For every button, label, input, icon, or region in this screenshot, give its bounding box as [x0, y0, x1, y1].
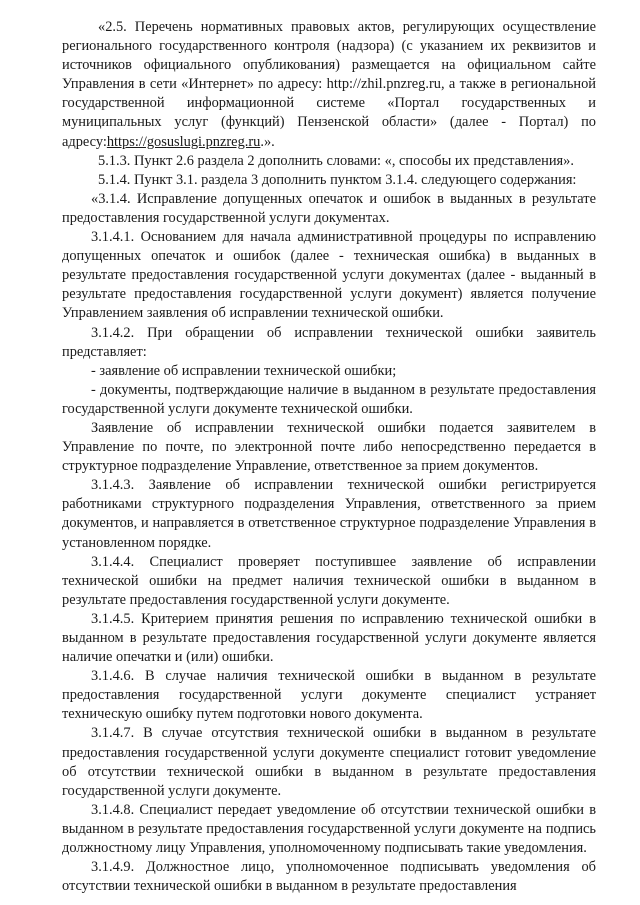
portal-link[interactable]: https://gosuslugi.pnzreg.ru [106, 133, 261, 150]
paragraph-application-submission: Заявление об исправлении технической ошибки подается заявителем в Управление по почте, по электронной почте либо непосредственно передается в структурное подразделение Управление, ответственное за прием документов. [62, 419, 596, 475]
paragraph-3-1-4-5: 3.1.4.5. Критерием принятия решения по исправлению технической ошибки в выданном в результате предоставления государственной услуги документе является наличие опечатки и (или) ошибки. [62, 610, 596, 666]
paragraph-3-1-4: «3.1.4. Исправление допущенных опечаток и ошибок в выданных в результате предоставления государственной услуги документах. [62, 190, 596, 226]
list-item-application: - заявление об исправлении технической ошибки; [91, 362, 397, 379]
list-item-documents: - документы, подтверждающие наличие в выданном в результате предоставления государственной услуги документе технической ошибки. [62, 381, 596, 417]
paragraph-tail: .». [260, 133, 275, 150]
paragraph-3-1-4-8: 3.1.4.8. Специалист передает уведомление об отсутствии технической ошибки в выданном в результате предоставления государственной услуги документе на подпись должностному лицу Управления, уполномоченному подписывать такие уведомления. [62, 801, 596, 857]
paragraph-3-1-4-1: 3.1.4.1. Основанием для начала административной процедуры по исправлению допущенных опечаток и ошибок (далее - техническая ошибка) в выданных в результате предоставления государственной услуги документах (далее - выданный в результате предоставления государственной услуги документ) является получение Управлением заявления об исправлении технической ошибки. [62, 229, 596, 322]
paragraph-5-1-4: 5.1.4. Пункт 3.1. раздела 3 дополнить пунктом 3.1.4. следующего содержания: [98, 171, 577, 188]
paragraph-3-1-4-2: 3.1.4.2. При обращении об исправлении технической ошибки заявитель представляет: [62, 324, 596, 360]
paragraph-3-1-4-7: 3.1.4.7. В случае отсутствия технической ошибки в выданном в результате предоставления государственной услуги документе специалист готовит уведомление об отсутствии технической ошибки в выданном в результате предоставления государственной услуги документе. [62, 725, 596, 799]
paragraph-3-1-4-6: 3.1.4.6. В случае наличия технической ошибки в выданном в результате предоставления государственной услуги документе специалист устраняет техническую ошибку путем подготовки нового документа. [62, 668, 596, 723]
document-page [62, 18, 596, 896]
paragraph-3-1-4-9: 3.1.4.9. Должностное лицо, уполномоченное подписывать уведомления об отсутствии технической ошибки в выданном в результате предоставления [62, 859, 596, 895]
paragraph-text: «2.5. Перечень нормативных правовых актов, регулирующих осуществление регионального государственного контроля (надзора) (с указанием их реквизитов и источников официального опубликования) размещается на официальном сайте Управления в сети «Интернет» по адресу: http://zhil.pnzreg.ru, а также в региональной государственной информационной системе «Портал государственных и муниципальных услуг (функций) Пензенской области» (далее - Портал) по адресу: [62, 19, 596, 150]
paragraph-5-1-3: 5.1.3. Пункт 2.6 раздела 2 дополнить словами: «, способы их представления». [98, 152, 574, 169]
paragraph-3-1-4-3: 3.1.4.3. Заявление об исправлении технической ошибки регистрируется работниками структурного подразделения Управления, ответственного за прием документов, и направляется в ответственное структурное подразделение Управления в установленном порядке. [62, 477, 596, 551]
paragraph-2-5 [62, 18, 596, 152]
paragraph-3-1-4-4: 3.1.4.4. Специалист проверяет поступившее заявление об исправлении технической ошибки на предмет наличия технической ошибки в выданном в результате предоставления государственной услуги документе. [62, 553, 596, 608]
